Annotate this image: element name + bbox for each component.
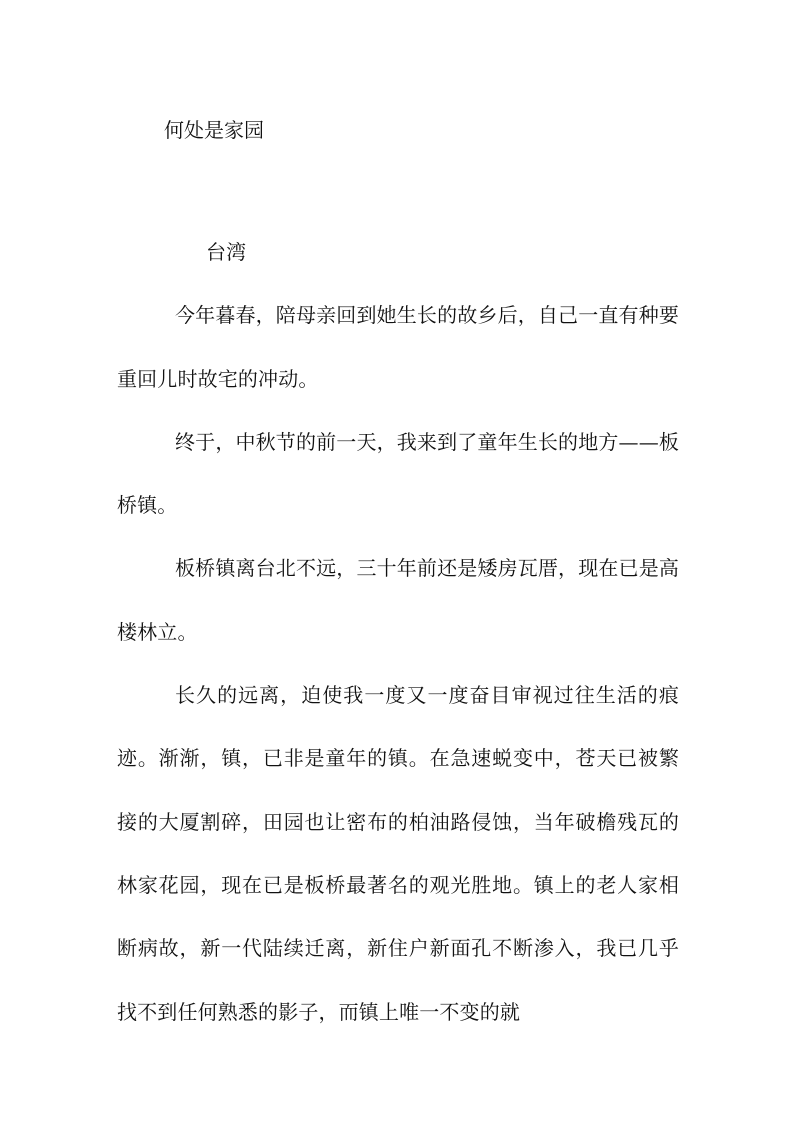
paragraph: 今年暮春，陪母亲回到她生长的故乡后，自己一直有种要重回儿时故宅的冲动。: [117, 303, 679, 391]
page-title: 何处是家园: [164, 118, 264, 142]
paragraph: 板桥镇离台北不远，三十年前还是矮房瓦厝，现在已是高楼林立。: [117, 556, 679, 644]
location-line: 台湾: [206, 240, 247, 264]
paragraph: 长久的远离，迫使我一度又一度奋目审视过往生活的痕迹。渐渐，镇，已非是童年的镇。在急速蜕变中，苍天已被繁接的大厦割碎，田园也让密布的柏油路侵蚀，当年破檐残瓦的林家花园，现在已是板桥最著名的观光胜地。镇上的老人家相断病故，新一代陆续迁离，新住户新面孔不断渗入，我已几乎找不到任何熟悉的影子，而镇上唯一不变的就: [117, 683, 679, 1024]
article-body: [117, 221, 679, 1044]
paragraph: 终于，中秋节的前一天，我来到了童年生长的地方——板桥镇。: [117, 429, 679, 518]
